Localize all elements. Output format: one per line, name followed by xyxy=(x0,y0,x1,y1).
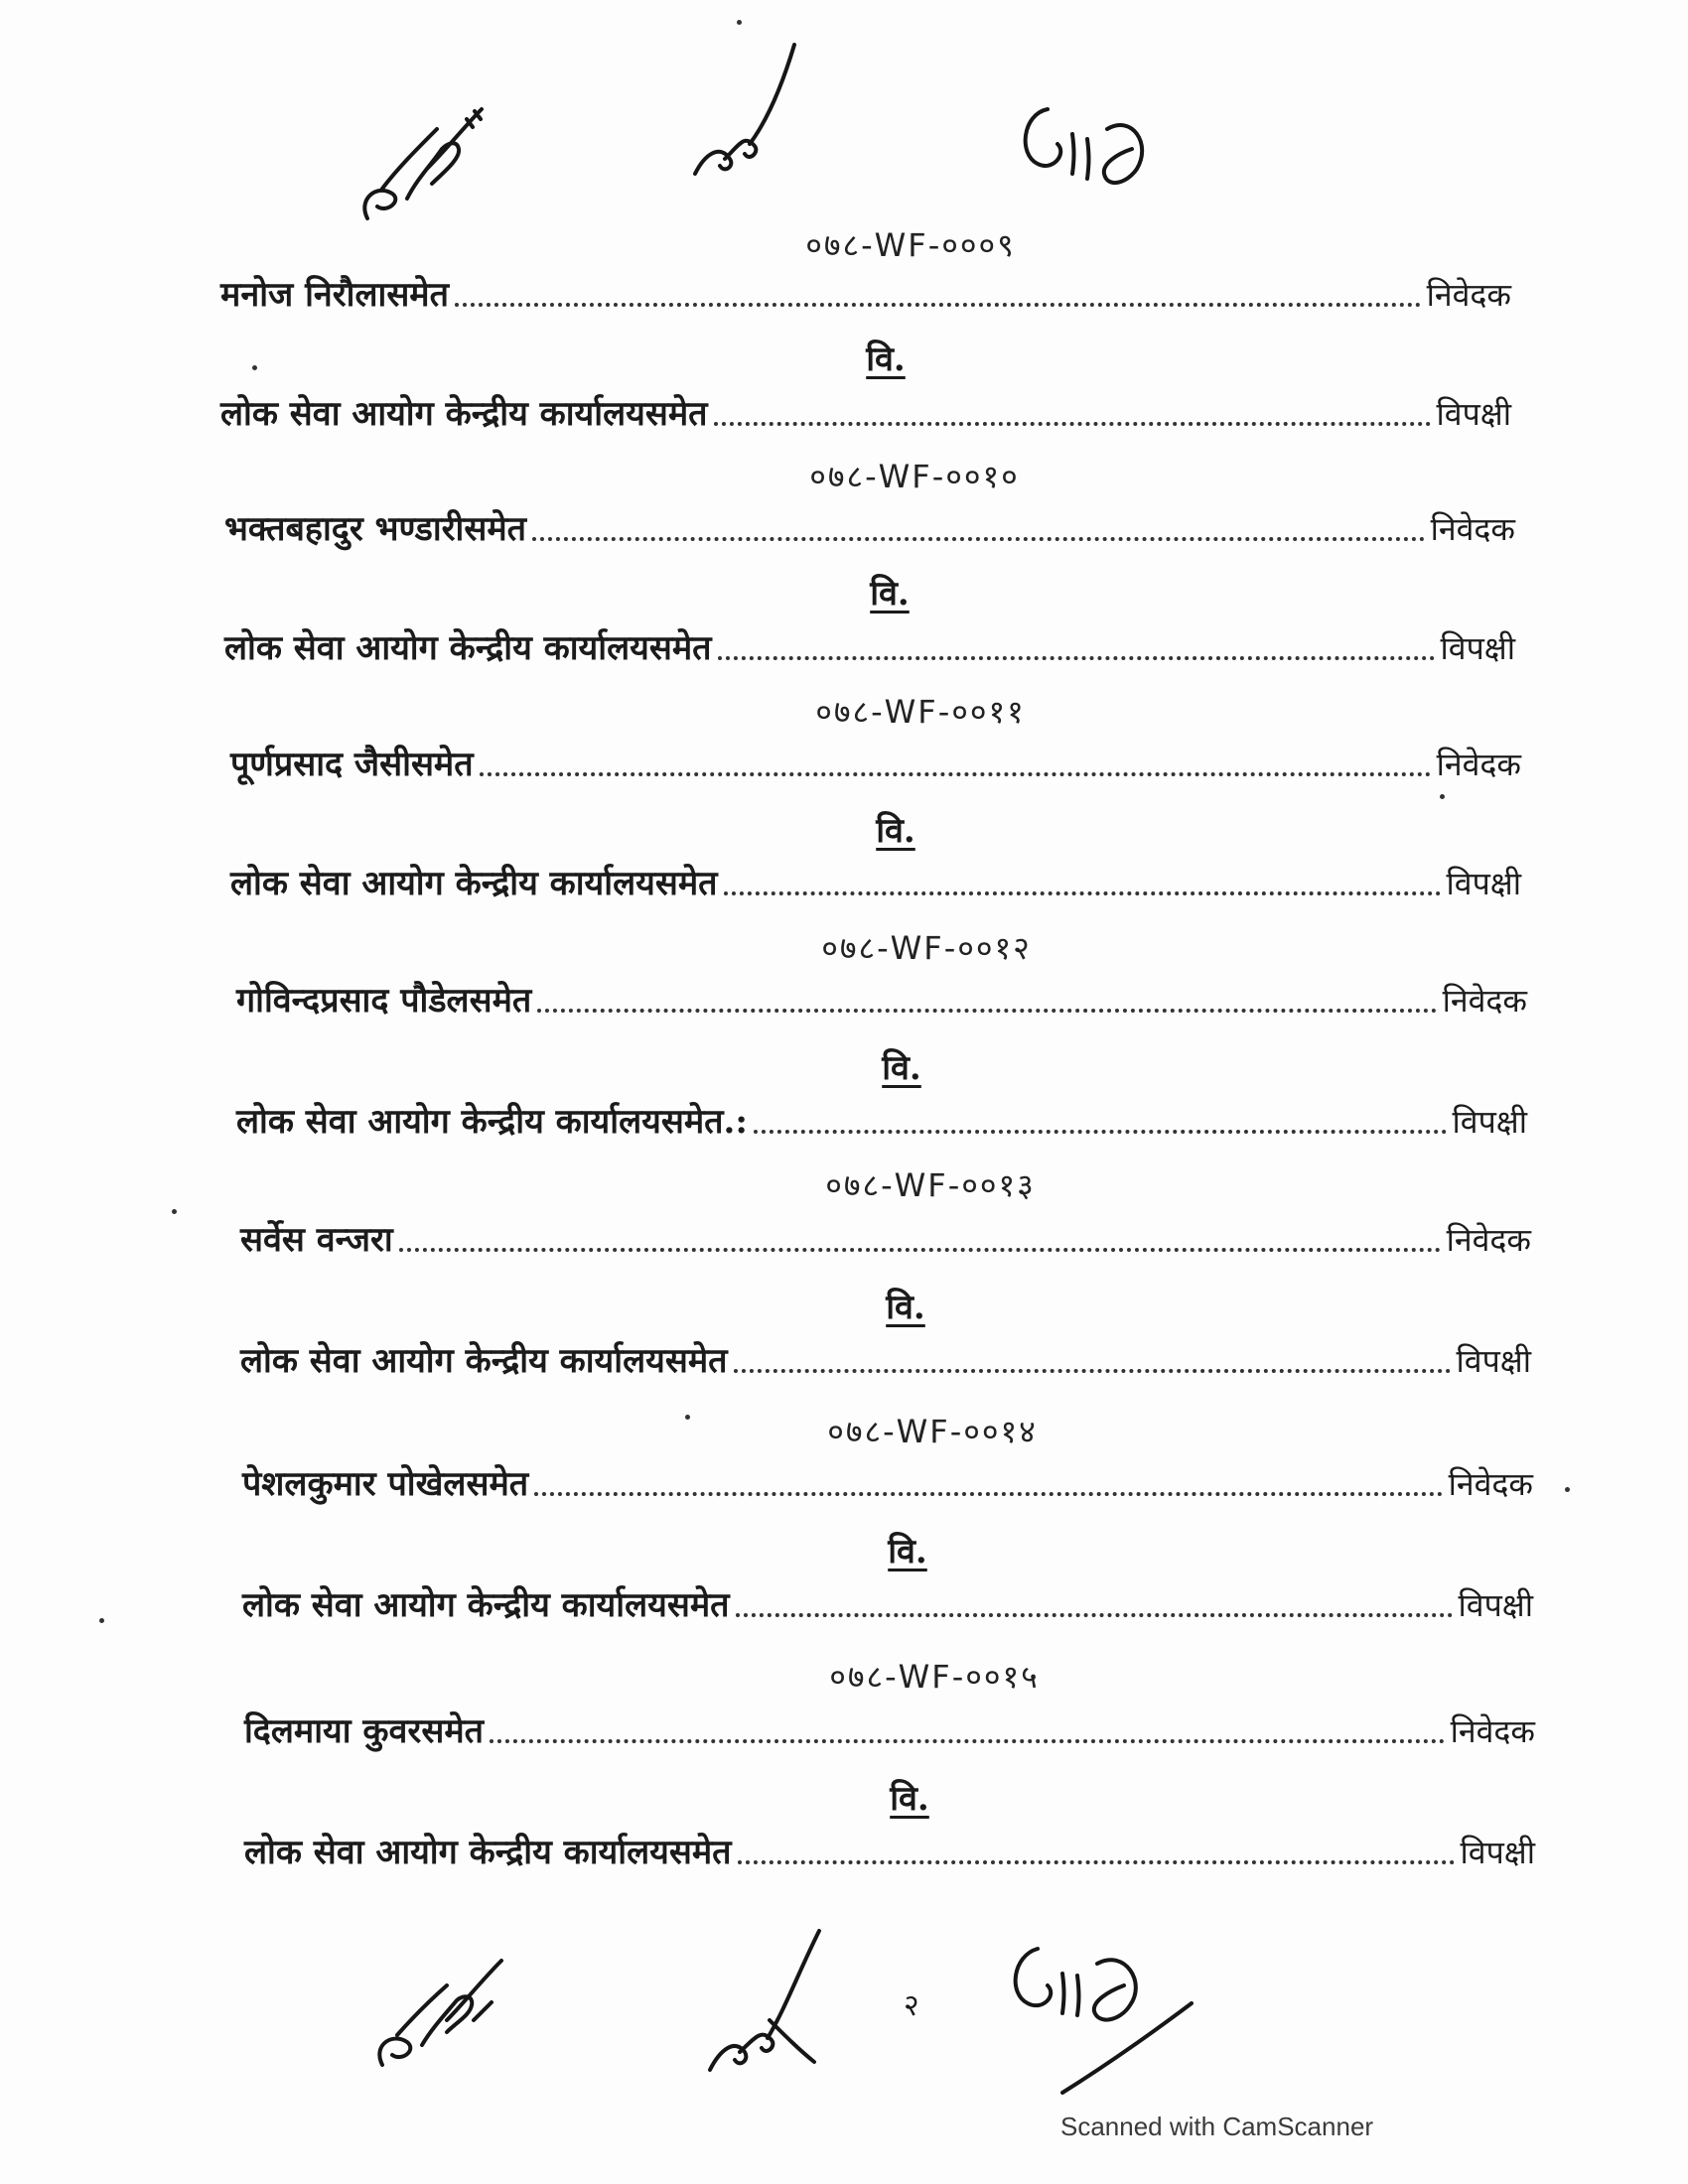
scan-speck xyxy=(737,20,742,25)
respondent-line xyxy=(236,1095,1527,1143)
scan-speck xyxy=(1565,1487,1570,1492)
case-number: ०७८-WF-००१४ xyxy=(827,1413,1038,1450)
respondent-line xyxy=(224,621,1515,669)
case-number: ०७८-WF-०००९ xyxy=(805,226,1016,264)
versus-label: वि. xyxy=(888,1532,927,1571)
leader-dots xyxy=(480,772,1431,776)
petitioner-role: निवेदक xyxy=(1446,1221,1531,1259)
petitioner-line xyxy=(230,738,1521,785)
case-number: ०७८-WF-००११ xyxy=(815,693,1026,731)
leader-dots xyxy=(455,303,1421,307)
scanner-footer: Scanned with CamScanner xyxy=(1060,2112,1374,2141)
respondent-line xyxy=(242,1578,1533,1626)
leader-dots xyxy=(714,422,1431,426)
versus-label: वि. xyxy=(882,1048,921,1088)
leader-dots xyxy=(532,537,1425,541)
respondent-name: लोक सेवा आयोग केन्द्रीय कार्यालयसमेत.: xyxy=(236,1102,748,1142)
respondent-line xyxy=(230,857,1521,904)
case-number: ०७८-WF-००१२ xyxy=(821,929,1032,967)
respondent-role: विपक्षी xyxy=(1436,395,1511,433)
versus-label: वि. xyxy=(890,1779,929,1819)
leader-dots xyxy=(537,1009,1436,1013)
scan-speck xyxy=(252,365,257,370)
petitioner-name: सर्वेस वन्जरा xyxy=(240,1220,393,1260)
respondent-name: लोक सेवा आयोग केन्द्रीय कार्यालयसमेत xyxy=(240,1341,728,1381)
respondent-role: विपक्षी xyxy=(1460,1834,1535,1871)
petitioner-line xyxy=(244,1705,1535,1752)
respondent-role: विपक्षी xyxy=(1456,1342,1531,1380)
case-number: ०७८-WF-००१३ xyxy=(825,1166,1036,1204)
leader-dots xyxy=(754,1130,1447,1134)
scan-speck xyxy=(1440,794,1445,799)
leader-dots xyxy=(490,1739,1445,1743)
leader-dots xyxy=(736,1613,1453,1617)
petitioner-role: निवेदक xyxy=(1426,276,1511,314)
respondent-line xyxy=(240,1334,1531,1382)
versus-label: वि. xyxy=(876,811,915,851)
petitioner-name: गोविन्दप्रसाद पौडेलसमेत xyxy=(236,981,532,1021)
scan-speck xyxy=(99,1618,104,1623)
petitioner-name: भक्तबहादुर भण्डारीसमेत xyxy=(224,509,527,549)
case-number: ०७८-WF-००१० xyxy=(809,458,1020,495)
page-number: २ xyxy=(904,1988,919,2023)
leader-dots xyxy=(734,1369,1451,1373)
respondent-name: लोक सेवा आयोग केन्द्रीय कार्यालयसमेत xyxy=(220,394,708,434)
petitioner-role: निवेदक xyxy=(1430,510,1515,548)
petitioner-line xyxy=(220,268,1511,316)
versus-label: वि. xyxy=(886,1288,925,1327)
petitioner-line xyxy=(240,1213,1531,1261)
petitioner-role: निवेदक xyxy=(1450,1712,1535,1750)
case-number: ०७८-WF-००१५ xyxy=(829,1658,1040,1696)
leader-dots xyxy=(724,891,1441,895)
respondent-role: विपक्षी xyxy=(1458,1586,1533,1624)
respondent-line xyxy=(220,387,1511,435)
petitioner-name: पेशलकुमार पोखेलसमेत xyxy=(242,1464,529,1504)
petitioner-name: पूर्णप्रसाद जैसीसमेत xyxy=(230,745,474,784)
leader-dots xyxy=(738,1860,1455,1864)
leader-dots xyxy=(399,1248,1441,1252)
respondent-line xyxy=(244,1826,1535,1873)
petitioner-role: निवेदक xyxy=(1436,746,1521,783)
respondent-name: लोक सेवा आयोग केन्द्रीय कार्यालयसमेत xyxy=(244,1833,732,1872)
signature-top-center xyxy=(685,35,804,188)
respondent-name: लोक सेवा आयोग केन्द्रीय कार्यालयसमेत xyxy=(224,628,712,668)
petitioner-line xyxy=(224,502,1515,550)
leader-dots xyxy=(718,656,1435,660)
respondent-role: विपक्षी xyxy=(1440,629,1515,667)
signature-top-right xyxy=(1013,94,1162,207)
signature-top-left xyxy=(348,89,496,242)
leader-dots xyxy=(534,1492,1442,1496)
petitioner-name: दिलमाया कुवरसमेत xyxy=(244,1711,485,1751)
petitioner-name: मनोज निरौलासमेत xyxy=(220,275,450,315)
respondent-role: विपक्षी xyxy=(1446,865,1521,902)
versus-label: वि. xyxy=(866,340,906,379)
petitioner-role: निवेदक xyxy=(1448,1465,1533,1503)
petitioner-role: निवेदक xyxy=(1442,982,1527,1020)
respondent-name: लोक सेवा आयोग केन्द्रीय कार्यालयसमेत xyxy=(230,864,718,903)
scan-speck xyxy=(172,1209,177,1214)
signature-bottom-center xyxy=(700,1921,839,2084)
signature-bottom-left xyxy=(362,1941,511,2084)
petitioner-line xyxy=(242,1457,1533,1505)
petitioner-line xyxy=(236,974,1527,1022)
scan-speck xyxy=(685,1415,690,1420)
respondent-name: लोक सेवा आयोग केन्द्रीय कार्यालयसमेत xyxy=(242,1585,730,1625)
respondent-role: विपक्षी xyxy=(1452,1103,1527,1141)
signature-bottom-right xyxy=(1003,1934,1201,2107)
versus-label: वि. xyxy=(870,574,910,614)
